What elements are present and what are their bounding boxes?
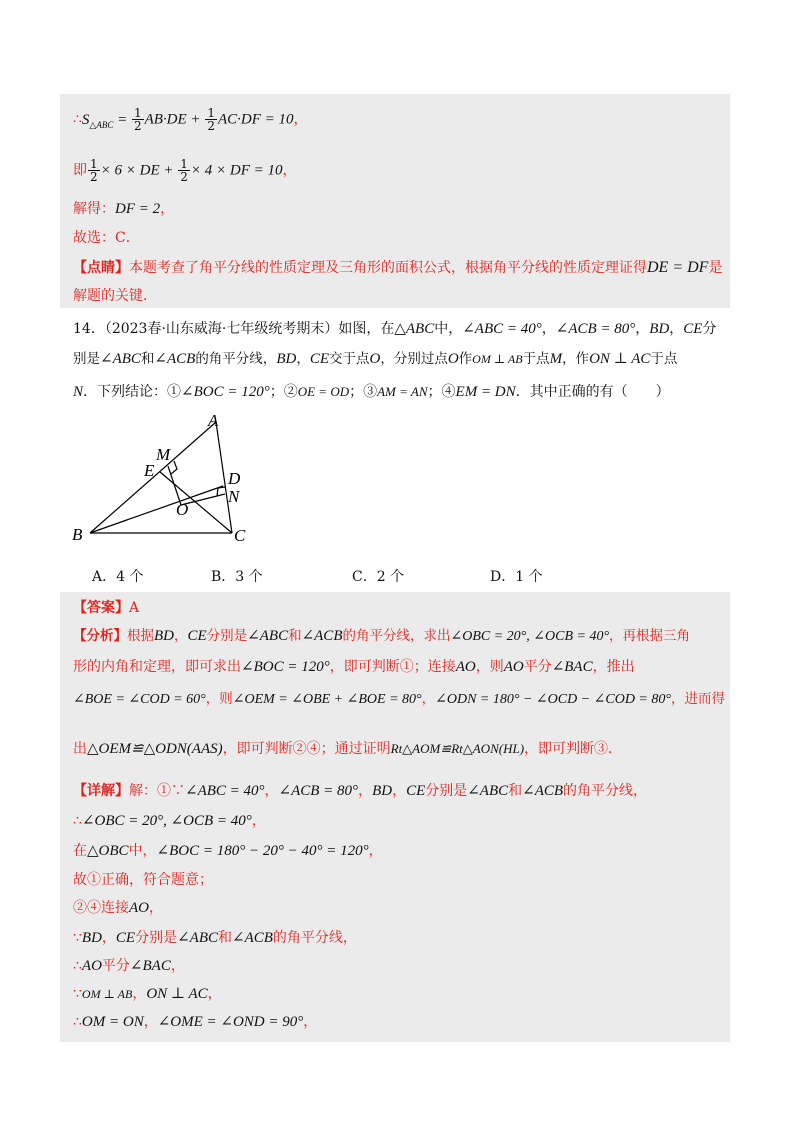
choice-b: B．3 个 (211, 569, 263, 585)
label-E: E (144, 461, 155, 480)
choice-a: A．4 个 (92, 569, 144, 585)
analysis-line1: 【分析】根据BD，CE分别是∠ABC和∠ACB的角平分线，求出∠OBC = 20°, ∠OCB = 40°，再根据三角 (73, 628, 691, 644)
question-14-line1: 14．（2023春·山东威海·七年级统考期末）如图，在△ABC中，∠ABC = 40°，∠ACB = 80°，BD，CE分 (73, 321, 717, 337)
label-B: B (72, 525, 83, 544)
detail-line8: ∵OM ⊥ AB，ON ⊥ AC， (73, 986, 222, 1002)
detail-line9: ∴OM = ON，∠OME = ∠OND = 90°， (73, 1014, 318, 1030)
segment-CE (160, 472, 232, 533)
detail-line2: ∴∠OBC = 20°, ∠OCB = 40°， (73, 813, 266, 829)
solution-result: 解得：DF = 2， (73, 201, 175, 217)
detail-line7: ∴AO平分∠BAC， (73, 958, 185, 974)
analysis-line2: 形的内角和定理，即可求出∠BOC = 120°，即可判断①；连接AO，则AO平分∠BAC，推出 (73, 659, 635, 675)
solution-area-formula: $\therefore S_{\triangle ABC}$ = $\frac{1}{2}$ AB·DE + $\frac{1}{2}$ AC·DF = 10， (73, 106, 308, 133)
label-N: N (228, 487, 240, 506)
triangle-figure (60, 408, 320, 558)
choice-d: D．1 个 (490, 569, 543, 585)
detail-line6: ∵BD，CE分别是∠ABC和∠ACB的角平分线， (73, 930, 357, 946)
analysis-line3: ∠BOE = ∠COD = 60°，则∠OEM = ∠OBE + ∠BOE = 80°，∠ODN = 180° − ∠OCD − ∠COD = 80°，进而得 (73, 691, 725, 707)
detail-line3: 在△OBC中，∠BOC = 180° − 20° − 40° = 120°， (73, 843, 383, 859)
solution-choice: 故选：C． (73, 230, 140, 246)
question-14-line2: 别是∠ABC和∠ACB的角平分线，BD，CE交于点O，分别过点O作OM ⊥ AB于点M，作ON ⊥ AC于点 (73, 351, 678, 367)
detail-line4: 故①正确，符合题意； (73, 872, 213, 888)
label-M: M (156, 445, 171, 464)
label-C: C (234, 526, 246, 545)
question-14-line3: N．下列结论：①∠BOC = 120°；②OE = OD；③AM = AN；④EM = DN．其中正确的有（ ） (73, 384, 670, 400)
analysis-line4: 出△OEM≌△ODN(AAS)，即可判断②④；通过证明Rt△AOM≌Rt△AON(HL)，即可判断③． (73, 741, 623, 757)
label-A: A (208, 411, 219, 430)
detail-line5: ②④连接AO， (73, 900, 163, 916)
solution-comment-line1: 【点睛】本题考查了角平分线的性质定理及三角形的面积公式，根据角平分线的性质定理证得DE = DF是 (73, 259, 723, 276)
detail-line1: 【详解】解：①∵∠ABC = 40°，∠ACB = 80°，BD，CE分别是∠ABC和∠ACB的角平分线， (73, 783, 648, 799)
right-angle-M (171, 461, 177, 474)
solution-substitution: 即 $\frac{1}{2}$ × 6 × DE + $\frac{1}{2}$ × 4 × DF = 10， (73, 157, 297, 184)
label-D: D (228, 469, 241, 488)
answer-line: 【答案】A (73, 600, 140, 616)
choice-c: C．2 个 (352, 569, 405, 585)
solution-comment-line2: 解题的关键． (73, 288, 157, 304)
label-O: O (176, 500, 189, 519)
segment-BD (90, 486, 223, 533)
